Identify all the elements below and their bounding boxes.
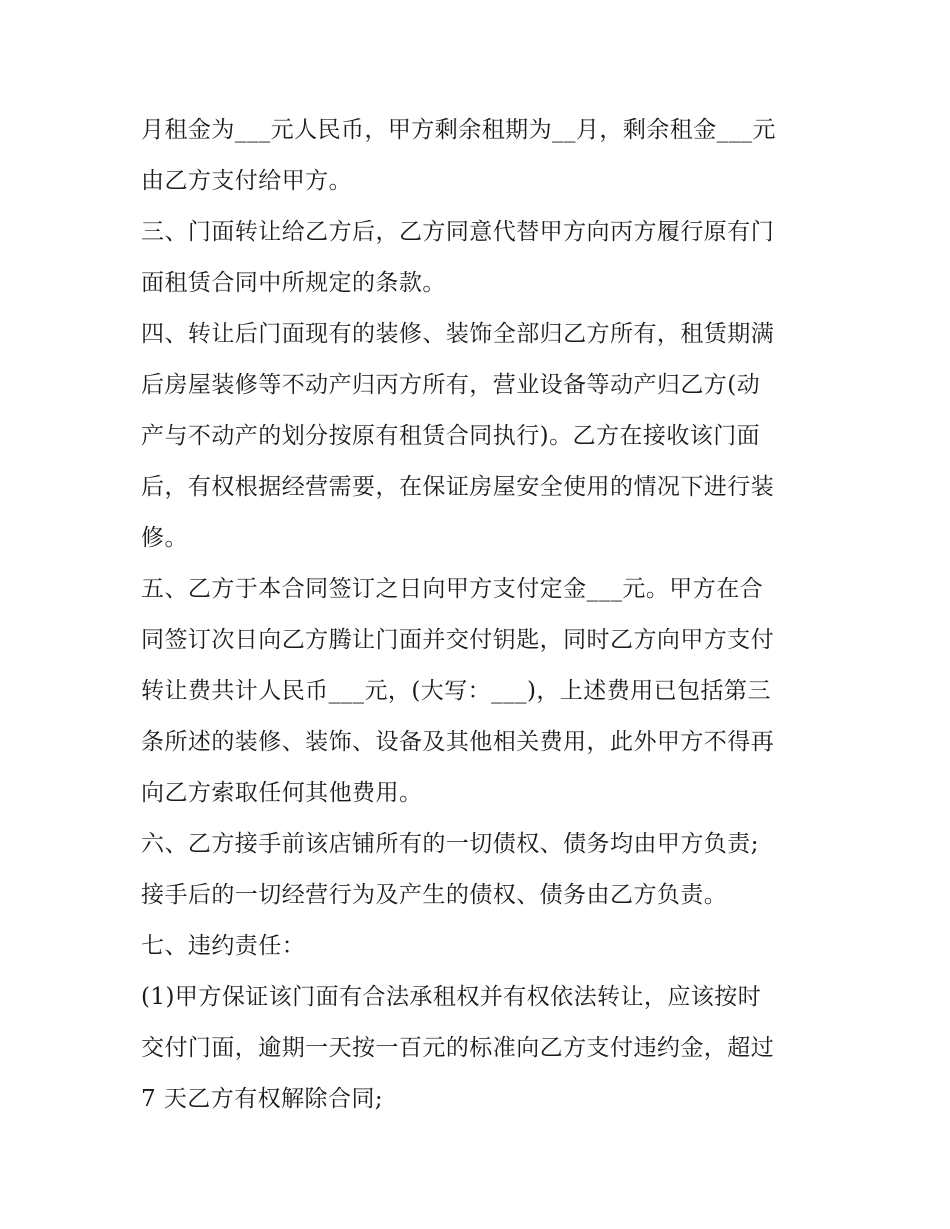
text-line: 六、乙方接手前该店铺所有的一切债权、债务均由甲方负责; xyxy=(141,831,759,857)
text-line: 后房屋装修等不动产归丙方所有，营业设备等动产归乙方(动 xyxy=(141,372,761,398)
text-line: 修。 xyxy=(141,525,188,551)
text-line: 产与不动产的划分按原有租赁合同执行)。乙方在接收该门面 xyxy=(141,423,761,449)
text-line: 同签订次日向乙方腾让门面并交付钥匙，同时乙方向甲方支付 xyxy=(141,627,775,653)
text-line: 三、门面转让给乙方后，乙方同意代替甲方向丙方履行原有门 xyxy=(141,219,775,245)
text-line: 五、乙方于本合同签订之日向甲方支付定金___元。甲方在合 xyxy=(141,576,764,602)
text-line: 转让费共计人民币___元，(大写：___)，上述费用已包括第三 xyxy=(141,678,771,704)
text-line: 交付门面，逾期一天按一百元的标准向乙方支付违约金，超过 xyxy=(141,1035,775,1061)
document-body xyxy=(141,105,813,1125)
text-line: 四、转让后门面现有的装修、装饰全部归乙方所有，租赁期满 xyxy=(141,321,775,347)
text-line: 由乙方支付给甲方。 xyxy=(141,168,353,194)
text-line: 条所述的装修、装饰、设备及其他相关费用，此外甲方不得再 xyxy=(141,729,775,755)
text-line: 七、违约责任： xyxy=(141,933,306,959)
text-line: 7 天乙方有权解除合同; xyxy=(141,1086,384,1112)
text-line: 接手后的一切经营行为及产生的债权、债务由乙方负责。 xyxy=(141,882,728,908)
text-line: 后，有权根据经营需要，在保证房屋安全使用的情况下进行装 xyxy=(141,474,775,500)
text-line: 向乙方索取任何其他费用。 xyxy=(141,780,423,806)
text-line: 面租赁合同中所规定的条款。 xyxy=(141,270,446,296)
text-line: (1)甲方保证该门面有合法承租权并有权依法转让，应该按时 xyxy=(141,984,762,1010)
text-line: 月租金为___元人民币，甲方剩余租期为__月，剩余租金___元 xyxy=(141,117,776,143)
